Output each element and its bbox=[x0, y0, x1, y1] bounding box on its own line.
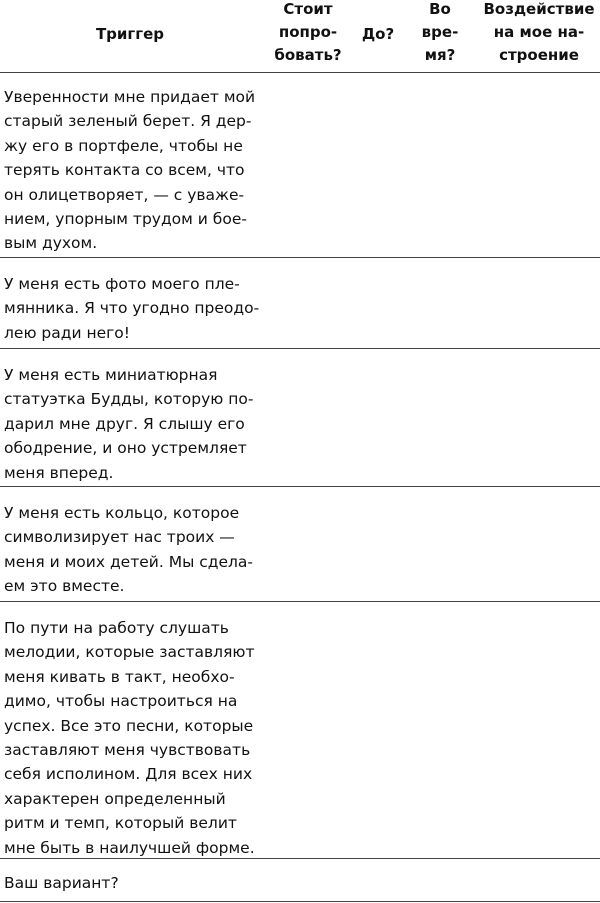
table-row bbox=[0, 487, 600, 602]
table-row bbox=[0, 258, 600, 349]
table-row bbox=[0, 859, 600, 902]
table-row bbox=[0, 349, 600, 487]
trigger-text: Ваш вариант? bbox=[4, 874, 119, 892]
column-header-worth-trying: Стоит попро- бовать? bbox=[274, 0, 342, 64]
trigger-text: У меня есть фото моего пле- мянника. Я что угодно преодо- лею ради него! bbox=[4, 275, 260, 342]
trigger-text: У меня есть миниатюрная статуэтка Будды, которую по- дарил мне друг. Я слышу его ободрение, и оно устремляет меня вперед. bbox=[4, 366, 254, 482]
trigger-text: Уверенности мне придает мой старый зеленый берет. Я дер- жу его в портфеле, чтобы не терять контакта со всем, что он олицетворяет, — с уваже- нием, упорным трудом и бое- вым духом. bbox=[4, 88, 256, 253]
column-header-before: До? bbox=[361, 25, 395, 43]
trigger-text: У меня есть кольцо, которое символизирует нас троих — меня и моих детей. Мы сдела- ем это вместе. bbox=[4, 504, 254, 596]
column-header-trigger: Триггер bbox=[95, 25, 165, 43]
table-header bbox=[0, 0, 600, 73]
column-header-during: Во вре- мя? bbox=[421, 0, 459, 64]
trigger-text: По пути на работу слушать мелодии, которые заставляют меня кивать в такт, необхо- димо, чтобы настроиться на успех. Все это песни, которые заставляют меня чувствовать себя исполином. Для всех них характерен определенный ритм и темп, который велит мне быть в наилучшей форме. bbox=[4, 619, 255, 857]
table-row bbox=[0, 602, 600, 859]
column-header-mood-impact: Воздействие на мое на- строение bbox=[483, 0, 595, 64]
table-row bbox=[0, 73, 600, 258]
